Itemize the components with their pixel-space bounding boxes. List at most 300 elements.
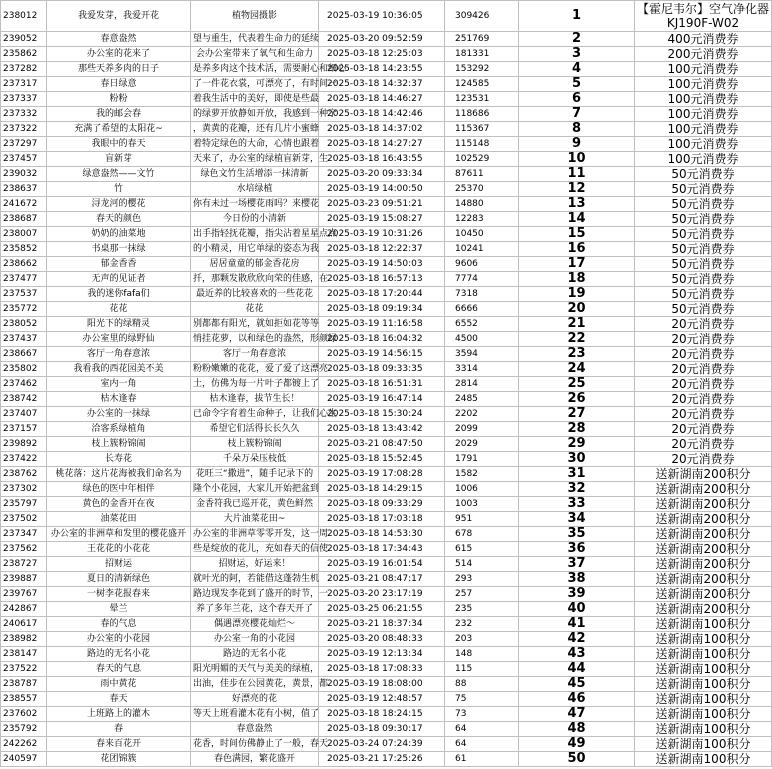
cell-rank[interactable]: 16 [519, 242, 635, 257]
cell-vote-count[interactable]: 7318 [445, 287, 519, 302]
cell-description[interactable]: 花花 [191, 302, 319, 317]
cell-vote-count[interactable]: 153292 [445, 62, 519, 77]
cell-rank[interactable]: 2 [519, 32, 635, 47]
cell-id[interactable]: 237332 [1, 107, 47, 122]
cell-id[interactable]: 238762 [1, 467, 47, 482]
cell-submit-time[interactable]: 2025-03-18 12:25:03 [319, 47, 445, 62]
cell-prize[interactable]: 送新湖南100积分 [635, 692, 772, 707]
cell-vote-count[interactable]: 203 [445, 632, 519, 647]
cell-title[interactable]: 油菜花田 [47, 512, 191, 527]
cell-id[interactable]: 238727 [1, 557, 47, 572]
cell-title[interactable]: 郁金香香 [47, 257, 191, 272]
cell-rank[interactable]: 12 [519, 182, 635, 197]
cell-submit-time[interactable]: 2025-03-18 17:20:44 [319, 287, 445, 302]
cell-prize[interactable]: 送新湖南100积分 [635, 617, 772, 632]
cell-prize[interactable]: 20元消费券 [635, 452, 772, 467]
cell-vote-count[interactable]: 87611 [445, 167, 519, 182]
cell-vote-count[interactable]: 293 [445, 572, 519, 587]
cell-id[interactable]: 237602 [1, 707, 47, 722]
cell-prize[interactable]: 【霍尼韦尔】空气净化器 KJ190F-W02 [635, 1, 772, 32]
cell-description[interactable]: 大片油菜花田~ [191, 512, 319, 527]
cell-description[interactable]: 办公室的非洲草零零开发，这一周 [191, 527, 319, 542]
cell-id[interactable]: 237462 [1, 377, 47, 392]
cell-id[interactable]: 240617 [1, 617, 47, 632]
cell-submit-time[interactable]: 2025-03-19 11:16:58 [319, 317, 445, 332]
cell-submit-time[interactable]: 2025-03-20 09:52:59 [319, 32, 445, 47]
cell-prize[interactable]: 200元消费券 [635, 47, 772, 62]
cell-description[interactable]: 粉粉嫩嫩的花花，爱了爱了这漂亮 [191, 362, 319, 377]
cell-vote-count[interactable]: 257 [445, 587, 519, 602]
cell-rank[interactable]: 49 [519, 737, 635, 752]
cell-rank[interactable]: 25 [519, 377, 635, 392]
cell-rank[interactable]: 10 [519, 152, 635, 167]
cell-vote-count[interactable]: 3314 [445, 362, 519, 377]
cell-description[interactable]: 最近养的比较喜欢的一些花花 [191, 287, 319, 302]
cell-id[interactable]: 235802 [1, 362, 47, 377]
cell-rank[interactable]: 11 [519, 167, 635, 182]
cell-submit-time[interactable]: 2025-03-18 17:34:43 [319, 542, 445, 557]
cell-submit-time[interactable]: 2025-03-18 14:42:46 [319, 107, 445, 122]
cell-description[interactable]: 着我生活中的美好，即使是些最 [191, 92, 319, 107]
cell-prize[interactable]: 100元消费券 [635, 122, 772, 137]
cell-submit-time[interactable]: 2025-03-18 14:46:27 [319, 92, 445, 107]
cell-submit-time[interactable]: 2025-03-18 14:37:02 [319, 122, 445, 137]
cell-description[interactable]: 植物园摄影 [191, 1, 319, 32]
cell-title[interactable]: 花花 [47, 302, 191, 317]
cell-id[interactable]: 238147 [1, 647, 47, 662]
cell-id[interactable]: 241672 [1, 197, 47, 212]
cell-description[interactable]: ，黄黄的花瓣，还有几片小蜜蜂 [191, 122, 319, 137]
cell-vote-count[interactable]: 123531 [445, 92, 519, 107]
cell-vote-count[interactable]: 124585 [445, 77, 519, 92]
cell-submit-time[interactable]: 2025-03-18 16:04:32 [319, 332, 445, 347]
cell-title[interactable]: 路边的无名小花 [47, 647, 191, 662]
cell-rank[interactable]: 44 [519, 662, 635, 677]
cell-id[interactable]: 237422 [1, 452, 47, 467]
cell-prize[interactable]: 送新湖南100积分 [635, 677, 772, 692]
cell-id[interactable]: 237562 [1, 542, 47, 557]
cell-description[interactable]: 水培绿植 [191, 182, 319, 197]
cell-vote-count[interactable]: 14880 [445, 197, 519, 212]
cell-prize[interactable]: 100元消费券 [635, 92, 772, 107]
cell-prize[interactable]: 50元消费券 [635, 182, 772, 197]
cell-id[interactable]: 239052 [1, 32, 47, 47]
cell-title[interactable]: 春天的气息 [47, 662, 191, 677]
cell-prize[interactable]: 送新湖南100积分 [635, 707, 772, 722]
cell-title[interactable]: 办公室里的绿野仙 [47, 332, 191, 347]
cell-rank[interactable]: 29 [519, 437, 635, 452]
cell-title[interactable]: 盲新芽 [47, 152, 191, 167]
cell-rank[interactable]: 4 [519, 62, 635, 77]
cell-description[interactable]: 绿色文竹生活增添一抹清新 [191, 167, 319, 182]
cell-vote-count[interactable]: 115148 [445, 137, 519, 152]
cell-prize[interactable]: 20元消费券 [635, 407, 772, 422]
cell-rank[interactable]: 46 [519, 692, 635, 707]
cell-id[interactable]: 237322 [1, 122, 47, 137]
cell-prize[interactable]: 100元消费券 [635, 137, 772, 152]
cell-description[interactable]: 路边现发李花到了盛开的时节，一 [191, 587, 319, 602]
cell-description[interactable]: 是养多肉这个技术活，需要耐心和细心 [191, 62, 319, 77]
cell-description[interactable]: 希望它们活得长长久久 [191, 422, 319, 437]
cell-rank[interactable]: 35 [519, 527, 635, 542]
cell-description[interactable]: 望与重生，代表着生命力的延续 [191, 32, 319, 47]
cell-prize[interactable]: 送新湖南200积分 [635, 497, 772, 512]
cell-title[interactable]: 雨中黄花 [47, 677, 191, 692]
cell-title[interactable]: 我的邮会春 [47, 107, 191, 122]
cell-title[interactable]: 枝上簇粉锦闹 [47, 437, 191, 452]
cell-title[interactable]: 枯木逢春 [47, 392, 191, 407]
cell-id[interactable]: 235862 [1, 47, 47, 62]
cell-vote-count[interactable]: 115367 [445, 122, 519, 137]
cell-title[interactable]: 上班路上的灌木 [47, 707, 191, 722]
cell-prize[interactable]: 100元消费券 [635, 107, 772, 122]
cell-description[interactable]: 客厅一角春意浓 [191, 347, 319, 362]
cell-rank[interactable]: 30 [519, 452, 635, 467]
cell-submit-time[interactable]: 2025-03-25 06:21:55 [319, 602, 445, 617]
cell-rank[interactable]: 27 [519, 407, 635, 422]
cell-title[interactable]: 春天的颜色 [47, 212, 191, 227]
cell-description[interactable]: 天来了，办公室的绿植盲新芽，生 [191, 152, 319, 167]
cell-submit-time[interactable]: 2025-03-19 10:36:05 [319, 1, 445, 32]
cell-description[interactable]: 了一件花衣裳，可漂亮了，有时间一 [191, 77, 319, 92]
cell-description[interactable]: 花香，时间仿佛静止了一般，春天 [191, 737, 319, 752]
cell-rank[interactable]: 8 [519, 122, 635, 137]
cell-vote-count[interactable]: 3594 [445, 347, 519, 362]
cell-rank[interactable]: 19 [519, 287, 635, 302]
cell-description[interactable]: 路边的无名小花 [191, 647, 319, 662]
cell-id[interactable]: 238557 [1, 692, 47, 707]
cell-id[interactable]: 237522 [1, 662, 47, 677]
cell-description[interactable]: 金香符我已巡开花，黄色鲜然 [191, 497, 319, 512]
cell-submit-time[interactable]: 2025-03-18 09:33:35 [319, 362, 445, 377]
cell-vote-count[interactable]: 678 [445, 527, 519, 542]
cell-rank[interactable]: 13 [519, 197, 635, 212]
cell-title[interactable]: 夏日的清新绿色 [47, 572, 191, 587]
cell-rank[interactable]: 40 [519, 602, 635, 617]
cell-rank[interactable]: 50 [519, 752, 635, 767]
cell-vote-count[interactable]: 73 [445, 707, 519, 722]
cell-title[interactable]: 绿色的医中年相伴 [47, 482, 191, 497]
cell-rank[interactable]: 48 [519, 722, 635, 737]
cell-rank[interactable]: 31 [519, 467, 635, 482]
cell-vote-count[interactable]: 9606 [445, 257, 519, 272]
cell-description[interactable]: 出手指轻抚花瓣，指尖沾着星星点点 [191, 227, 319, 242]
cell-id[interactable]: 239032 [1, 167, 47, 182]
cell-vote-count[interactable]: 309426 [445, 1, 519, 32]
cell-submit-time[interactable]: 2025-03-23 09:51:21 [319, 197, 445, 212]
cell-submit-time[interactable]: 2025-03-18 13:43:42 [319, 422, 445, 437]
cell-title[interactable]: 桃花落：这片花海被我们命名为 [47, 467, 191, 482]
cell-submit-time[interactable]: 2025-03-19 14:56:15 [319, 347, 445, 362]
cell-id[interactable]: 237302 [1, 482, 47, 497]
cell-title[interactable]: 招财运 [47, 557, 191, 572]
cell-rank[interactable]: 14 [519, 212, 635, 227]
cell-title[interactable]: 我的迷你fafa们 [47, 287, 191, 302]
cell-submit-time[interactable]: 2025-03-19 12:48:57 [319, 692, 445, 707]
cell-prize[interactable]: 送新湖南100积分 [635, 632, 772, 647]
cell-id[interactable]: 239887 [1, 572, 47, 587]
cell-description[interactable]: 着特定绿色的大命，心情也跟着 [191, 137, 319, 152]
cell-prize[interactable]: 20元消费券 [635, 437, 772, 452]
cell-prize[interactable]: 100元消费券 [635, 62, 772, 77]
cell-description[interactable]: 等天上班看灌木花有小树，值了 [191, 707, 319, 722]
cell-title[interactable]: 浔龙河的樱花 [47, 197, 191, 212]
cell-rank[interactable]: 26 [519, 392, 635, 407]
cell-rank[interactable]: 7 [519, 107, 635, 122]
cell-title[interactable]: 春来百花开 [47, 737, 191, 752]
cell-submit-time[interactable]: 2025-03-18 16:43:55 [319, 152, 445, 167]
cell-vote-count[interactable]: 2814 [445, 377, 519, 392]
cell-vote-count[interactable]: 1003 [445, 497, 519, 512]
cell-title[interactable]: 竹 [47, 182, 191, 197]
cell-vote-count[interactable]: 61 [445, 752, 519, 767]
cell-rank[interactable]: 17 [519, 257, 635, 272]
cell-id[interactable]: 238662 [1, 257, 47, 272]
cell-submit-time[interactable]: 2025-03-21 08:47:17 [319, 572, 445, 587]
cell-vote-count[interactable]: 4500 [445, 332, 519, 347]
cell-rank[interactable]: 37 [519, 557, 635, 572]
cell-description[interactable]: 的绿萝开放静如开放，我感到一种宁 [191, 107, 319, 122]
cell-title[interactable]: 绿意盎然——文竹 [47, 167, 191, 182]
cell-prize[interactable]: 50元消费券 [635, 197, 772, 212]
cell-vote-count[interactable]: 181331 [445, 47, 519, 62]
cell-id[interactable]: 237407 [1, 407, 47, 422]
cell-description[interactable]: 花旺三“撒进”，随手记录下的 [191, 467, 319, 482]
cell-prize[interactable]: 送新湖南200积分 [635, 602, 772, 617]
cell-description[interactable]: 的小精灵，用它单绿的姿态为我 [191, 242, 319, 257]
cell-prize[interactable]: 送新湖南200积分 [635, 572, 772, 587]
cell-rank[interactable]: 20 [519, 302, 635, 317]
cell-id[interactable]: 239767 [1, 587, 47, 602]
cell-id[interactable]: 238052 [1, 317, 47, 332]
cell-description[interactable]: 办公室一角的小花园 [191, 632, 319, 647]
cell-title[interactable]: 奶奶的油菜地 [47, 227, 191, 242]
cell-vote-count[interactable]: 615 [445, 542, 519, 557]
cell-submit-time[interactable]: 2025-03-19 17:08:28 [319, 467, 445, 482]
cell-vote-count[interactable]: 102529 [445, 152, 519, 167]
cell-vote-count[interactable]: 1006 [445, 482, 519, 497]
cell-vote-count[interactable]: 88 [445, 677, 519, 692]
cell-prize[interactable]: 送新湖南200积分 [635, 557, 772, 572]
cell-submit-time[interactable]: 2025-03-18 14:27:27 [319, 137, 445, 152]
cell-description[interactable]: 悄挂花萝，以和绿色的盎然，形颜绿 [191, 332, 319, 347]
cell-description[interactable]: 就叶光的阿，若能借这蓬勃生机 [191, 572, 319, 587]
cell-vote-count[interactable]: 7774 [445, 272, 519, 287]
cell-vote-count[interactable]: 2029 [445, 437, 519, 452]
cell-title[interactable]: 办公室的花来了 [47, 47, 191, 62]
cell-description[interactable]: 养了多年兰花，这个春天开了 [191, 602, 319, 617]
cell-title[interactable]: 粉粉 [47, 92, 191, 107]
cell-title[interactable]: 室内一角 [47, 377, 191, 392]
cell-title[interactable]: 充满了希望的太阳花~ [47, 122, 191, 137]
cell-submit-time[interactable]: 2025-03-18 17:08:33 [319, 662, 445, 677]
cell-prize[interactable]: 20元消费券 [635, 422, 772, 437]
cell-id[interactable]: 238007 [1, 227, 47, 242]
cell-prize[interactable]: 送新湖南100积分 [635, 737, 772, 752]
cell-description[interactable]: 些是绽放的花儿，充如春天的信使 [191, 542, 319, 557]
cell-vote-count[interactable]: 64 [445, 737, 519, 752]
cell-description[interactable]: 阳光明媚的天气与美美的绿植， [191, 662, 319, 677]
cell-title[interactable]: 洽客系绿植角 [47, 422, 191, 437]
cell-submit-time[interactable]: 2025-03-18 16:57:13 [319, 272, 445, 287]
cell-title[interactable]: 王花花的小花花 [47, 542, 191, 557]
cell-vote-count[interactable]: 115 [445, 662, 519, 677]
cell-rank[interactable]: 38 [519, 572, 635, 587]
cell-description[interactable]: 已命令字育着生命种子，让我们心生 [191, 407, 319, 422]
cell-submit-time[interactable]: 2025-03-20 08:48:33 [319, 632, 445, 647]
cell-id[interactable]: 238982 [1, 632, 47, 647]
cell-vote-count[interactable]: 514 [445, 557, 519, 572]
cell-vote-count[interactable]: 2099 [445, 422, 519, 437]
cell-title[interactable]: 春 [47, 722, 191, 737]
cell-rank[interactable]: 15 [519, 227, 635, 242]
cell-id[interactable]: 235792 [1, 722, 47, 737]
cell-description[interactable]: 土，仿佛为每一片叶子都镀上了 [191, 377, 319, 392]
cell-vote-count[interactable]: 118686 [445, 107, 519, 122]
cell-description[interactable]: 招财运，好运来！ [191, 557, 319, 572]
cell-title[interactable]: 春意盎然 [47, 32, 191, 47]
cell-prize[interactable]: 50元消费券 [635, 272, 772, 287]
cell-submit-time[interactable]: 2025-03-21 08:47:50 [319, 437, 445, 452]
cell-rank[interactable]: 22 [519, 332, 635, 347]
cell-submit-time[interactable]: 2025-03-19 12:13:34 [319, 647, 445, 662]
cell-submit-time[interactable]: 2025-03-18 16:51:31 [319, 377, 445, 392]
cell-prize[interactable]: 送新湖南100积分 [635, 752, 772, 767]
cell-title[interactable]: 晕兰 [47, 602, 191, 617]
cell-id[interactable]: 238787 [1, 677, 47, 692]
cell-prize[interactable]: 50元消费券 [635, 212, 772, 227]
cell-prize[interactable]: 50元消费券 [635, 287, 772, 302]
cell-title[interactable]: 春的气息 [47, 617, 191, 632]
cell-id[interactable]: 237437 [1, 332, 47, 347]
cell-prize[interactable]: 50元消费券 [635, 167, 772, 182]
cell-submit-time[interactable]: 2025-03-19 16:01:54 [319, 557, 445, 572]
cell-prize[interactable]: 100元消费券 [635, 152, 772, 167]
cell-id[interactable]: 237317 [1, 77, 47, 92]
cell-rank[interactable]: 9 [519, 137, 635, 152]
cell-submit-time[interactable]: 2025-03-24 07:24:39 [319, 737, 445, 752]
cell-submit-time[interactable]: 2025-03-18 15:52:45 [319, 452, 445, 467]
cell-prize[interactable]: 送新湖南100积分 [635, 647, 772, 662]
cell-prize[interactable]: 50元消费券 [635, 227, 772, 242]
cell-title[interactable]: 无声的见证者 [47, 272, 191, 287]
cell-id[interactable]: 237297 [1, 137, 47, 152]
cell-vote-count[interactable]: 235 [445, 602, 519, 617]
cell-rank[interactable]: 36 [519, 542, 635, 557]
cell-submit-time[interactable]: 2025-03-18 09:33:29 [319, 497, 445, 512]
cell-id[interactable]: 235772 [1, 302, 47, 317]
cell-id[interactable]: 237337 [1, 92, 47, 107]
cell-prize[interactable]: 送新湖南200积分 [635, 542, 772, 557]
cell-title[interactable]: 书桌那一抹绿 [47, 242, 191, 257]
cell-prize[interactable]: 送新湖南200积分 [635, 482, 772, 497]
cell-id[interactable]: 237282 [1, 62, 47, 77]
cell-title[interactable]: 黄色的金香开在夜 [47, 497, 191, 512]
cell-rank[interactable]: 5 [519, 77, 635, 92]
cell-title[interactable]: 办公室的一抹绿 [47, 407, 191, 422]
cell-title[interactable]: 阳光下的绿精灵 [47, 317, 191, 332]
cell-submit-time[interactable]: 2025-03-18 14:53:30 [319, 527, 445, 542]
cell-description[interactable]: 好漂亮的花 [191, 692, 319, 707]
cell-prize[interactable]: 送新湖南100积分 [635, 662, 772, 677]
cell-rank[interactable]: 32 [519, 482, 635, 497]
cell-prize[interactable]: 400元消费券 [635, 32, 772, 47]
cell-submit-time[interactable]: 2025-03-19 16:47:14 [319, 392, 445, 407]
cell-prize[interactable]: 20元消费券 [635, 362, 772, 377]
cell-id[interactable]: 242262 [1, 737, 47, 752]
cell-submit-time[interactable]: 2025-03-18 14:32:37 [319, 77, 445, 92]
cell-vote-count[interactable]: 951 [445, 512, 519, 527]
cell-id[interactable]: 235797 [1, 497, 47, 512]
cell-rank[interactable]: 43 [519, 647, 635, 662]
cell-rank[interactable]: 39 [519, 587, 635, 602]
cell-prize[interactable]: 20元消费券 [635, 317, 772, 332]
cell-id[interactable]: 237347 [1, 527, 47, 542]
cell-submit-time[interactable]: 2025-03-18 15:30:24 [319, 407, 445, 422]
cell-id[interactable]: 238742 [1, 392, 47, 407]
cell-description[interactable]: 今日份的小清新 [191, 212, 319, 227]
cell-rank[interactable]: 6 [519, 92, 635, 107]
cell-submit-time[interactable]: 2025-03-19 18:08:00 [319, 677, 445, 692]
cell-id[interactable]: 238637 [1, 182, 47, 197]
cell-description[interactable]: 扦，那颗发散欣欣向荣的佳感，在 [191, 272, 319, 287]
cell-id[interactable]: 242867 [1, 602, 47, 617]
cell-title[interactable]: 办公室的小花园 [47, 632, 191, 647]
cell-prize[interactable]: 50元消费券 [635, 242, 772, 257]
cell-submit-time[interactable]: 2025-03-19 14:00:50 [319, 182, 445, 197]
cell-vote-count[interactable]: 25370 [445, 182, 519, 197]
cell-description[interactable]: 你有未过一场樱花雨吗？来樱花 [191, 197, 319, 212]
cell-title[interactable]: 我眼中的春天 [47, 137, 191, 152]
cell-id[interactable]: 238687 [1, 212, 47, 227]
cell-description[interactable]: 别都都有阳光，就如拒如花等等 [191, 317, 319, 332]
cell-submit-time[interactable]: 2025-03-21 18:37:34 [319, 617, 445, 632]
cell-rank[interactable]: 24 [519, 362, 635, 377]
cell-description[interactable]: 春意盎然 [191, 722, 319, 737]
cell-id[interactable]: 235852 [1, 242, 47, 257]
cell-description[interactable]: 隆个小花园，大家儿开始把盆到 [191, 482, 319, 497]
cell-prize[interactable]: 20元消费券 [635, 392, 772, 407]
cell-prize[interactable]: 50元消费券 [635, 257, 772, 272]
cell-rank[interactable]: 18 [519, 272, 635, 287]
cell-title[interactable]: 办公室的非洲草和发里的樱花盛开 [47, 527, 191, 542]
cell-submit-time[interactable]: 2025-03-18 09:19:34 [319, 302, 445, 317]
cell-vote-count[interactable]: 75 [445, 692, 519, 707]
cell-id[interactable]: 237157 [1, 422, 47, 437]
cell-prize[interactable]: 20元消费券 [635, 347, 772, 362]
cell-id[interactable]: 238012 [1, 1, 47, 32]
cell-description[interactable]: 千朵万朵压枝低 [191, 452, 319, 467]
cell-rank[interactable]: 41 [519, 617, 635, 632]
cell-vote-count[interactable]: 2202 [445, 407, 519, 422]
cell-submit-time[interactable]: 2025-03-19 10:31:26 [319, 227, 445, 242]
cell-prize[interactable]: 送新湖南200积分 [635, 527, 772, 542]
cell-submit-time[interactable]: 2025-03-18 17:03:18 [319, 512, 445, 527]
cell-id[interactable]: 238667 [1, 347, 47, 362]
cell-title[interactable]: 春日绿意 [47, 77, 191, 92]
cell-title[interactable]: 长寿花 [47, 452, 191, 467]
cell-prize[interactable]: 送新湖南200积分 [635, 467, 772, 482]
cell-vote-count[interactable]: 10450 [445, 227, 519, 242]
cell-title[interactable]: 花团锦簇 [47, 752, 191, 767]
cell-rank[interactable]: 45 [519, 677, 635, 692]
cell-description[interactable]: 居居童童的郁金香花房 [191, 257, 319, 272]
cell-submit-time[interactable]: 2025-03-19 14:50:03 [319, 257, 445, 272]
cell-prize[interactable]: 20元消费券 [635, 377, 772, 392]
cell-submit-time[interactable]: 2025-03-18 14:29:15 [319, 482, 445, 497]
cell-prize[interactable]: 送新湖南200积分 [635, 512, 772, 527]
cell-prize[interactable]: 100元消费券 [635, 77, 772, 92]
